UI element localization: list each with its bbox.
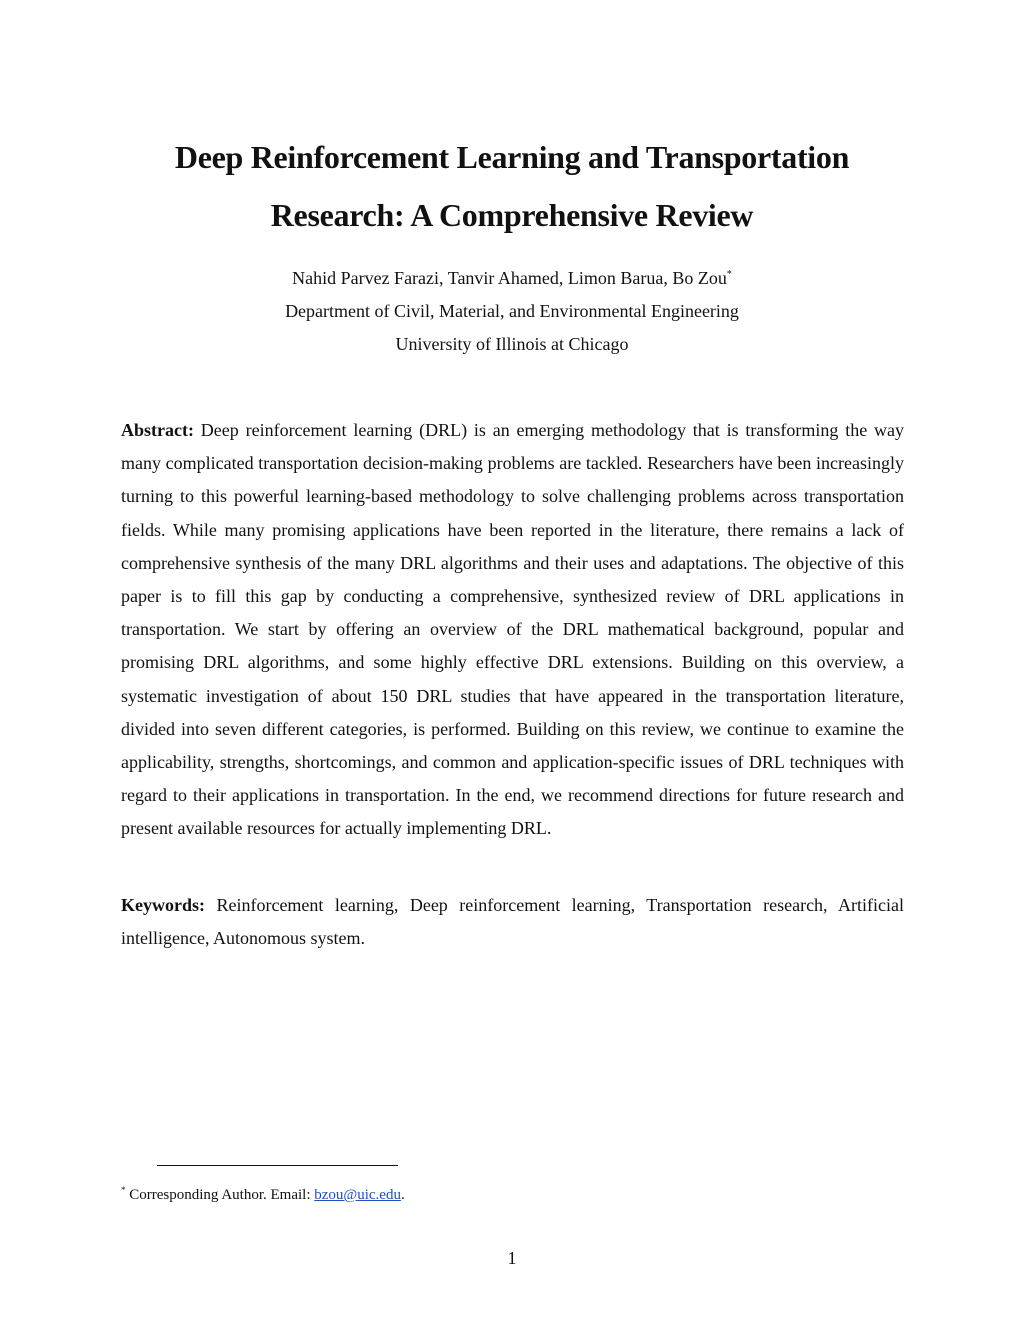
abstract-label: Abstract: [121,420,194,440]
email-link[interactable]: bzou@uic.edu [314,1187,401,1203]
abstract-text: Deep reinforcement learning (DRL) is an emerging methodology that is transforming the way many complicated transportation decision-making problems are tackled. Researchers have been increasingly turning to this powerful learning-based methodology to solve challenging problems across transportation fields. While many promising applications have been reported in the literature, there remains a lack of comprehensive synthesis of the many DRL algorithms and their uses and adaptations. The objective of this paper is to fill this gap by conducting a comprehensive, synthesized review of DRL applications in transportation. We start by offering an overview of the DRL mathematical background, popular and promising DRL algorithms, and some highly effective DRL extensions. Building on this overview, a systematic investigation of about 150 DRL studies that have appeared in the transportation literature, divided into seven different categories, is performed. Building on this review, we continue to examine the applicability, strengths, shortcomings, and common and application-specific issues of DRL techniques with regard to their applications in transportation. In the end, we recommend directions for future research and present available resources for actually implementing DRL. [121,420,904,839]
footnote-end: . [400,1187,405,1203]
author-list [120,262,904,295]
footnote-text: Corresponding Author. Email: [129,1187,315,1203]
university: University of Illinois at Chicago [395,334,629,354]
title-line-2: Research: A Comprehensive Review [270,197,754,233]
author-names: Nahid Parvez Farazi, Tanvir Ahamed, Limon Barua, Bo Zou [292,268,727,288]
footnote-divider [157,1165,398,1166]
keywords-label: Keywords: [121,895,205,915]
department: Department of Civil, Material, and Environmental Engineering [285,301,739,321]
paper-title [120,128,904,244]
keywords-text: Reinforcement learning, Deep reinforcement learning, Transportation research, Artificial intelligence, Autonomous system. [121,895,904,949]
footnote-mark: * [121,1185,126,1195]
author-block [120,262,904,361]
page-number: 1 [507,1248,517,1268]
keywords [121,889,904,955]
abstract [121,414,904,846]
corresponding-author-mark: * [726,269,732,280]
footnote [121,1184,405,1206]
title-line-1: Deep Reinforcement Learning and Transportation [174,139,850,175]
